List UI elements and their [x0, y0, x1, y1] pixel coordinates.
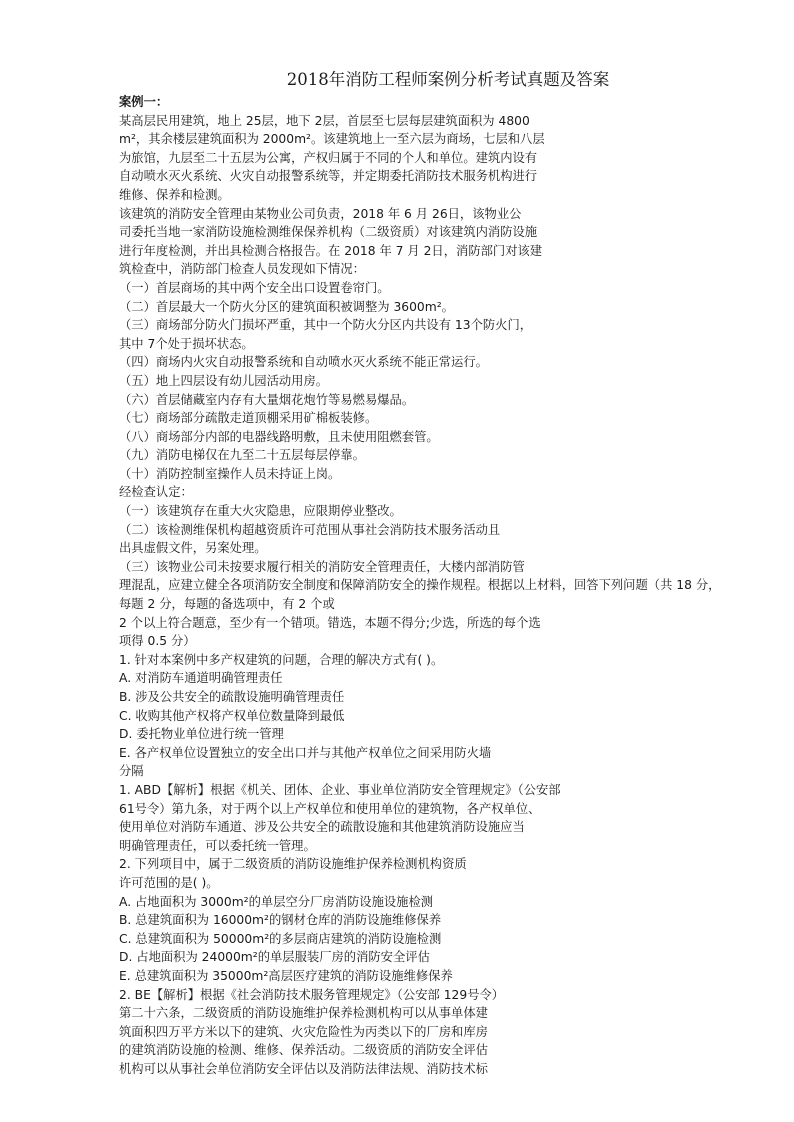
text-line: （四）商场内火灾自动报警系统和自动喷水灭火系统不能正常运行。 [119, 355, 488, 370]
text-line: （七）商场部分疏散走道顶棚采用矿棉板装修。 [119, 411, 378, 426]
case-heading: 案例一： [119, 95, 169, 109]
text-line: E. 总建筑面积为 35000m²高层医疗建筑的消防设施维修保养 [119, 968, 453, 983]
text-line: （八）商场部分内部的电器线路明敷，且未使用阻燃套管。 [119, 429, 439, 444]
text-line: C. 收购其他产权将产权单位数量降到最低 [119, 708, 345, 723]
text-line: 2. BE【解析】根据《社会消防技术服务管理规定》（公安部 129号令） [119, 987, 505, 1002]
text-line: 1. 针对本案例中多产权建筑的问题，合理的解决方式有( )。 [119, 652, 444, 667]
text-line: （九）消防电梯仅在九至二十五层每层停靠。 [119, 448, 365, 463]
text-line: 机构可以从事社会单位消防安全评估以及消防法律法规、消防技术标 [119, 1061, 488, 1076]
text-line: 其中 7个处于损坏状态。 [119, 336, 254, 351]
text-line: 筑面积四万平方米以下的建筑、火灾危险性为丙类以下的厂房和库房 [119, 1024, 488, 1039]
text-line: E. 各产权单位设置独立的安全出口并与其他产权单位之间采用防火墙 [119, 745, 492, 760]
text-line: （六）首层储藏室内存有大量烟花炮竹等易燃易爆品。 [119, 392, 415, 407]
text-line: 出具虚假文件，另案处理。 [119, 541, 267, 556]
text-line: 的建筑消防设施的检测、维修、保养活动。二级资质的消防安全评估 [119, 1043, 488, 1058]
text-line: 进行年度检测，并出具检测合格报告。在 2018 年 7 月 2日，消防部门对该建 [119, 243, 543, 258]
text-line: 自动喷水灭火系统、火灾自动报警系统等，并定期委托消防技术服务机构进行 [119, 169, 538, 184]
text-line: 理混乱，应建立健全各项消防安全制度和保障消防安全的操作规程。根据以上材料，回答下列问题（共 18 分， [119, 578, 721, 593]
text-line: 司委托当地一家消防设施检测维保保养机构（二级资质）对该建筑内消防设施 [119, 225, 538, 240]
document-body [119, 93, 791, 1078]
text-line: 筑检查中，消防部门检查人员发现如下情况： [119, 262, 365, 277]
text-line: 明确管理责任，可以委托统一管理。 [119, 838, 316, 853]
text-line: B. 涉及公共安全的疏散设施明确管理责任 [119, 690, 345, 704]
text-line: 2. 下列项目中，属于二级资质的消防设施维护保养检测机构资质 [119, 857, 467, 872]
text-line: A. 对消防车通道明确管理责任 [119, 671, 283, 686]
text-line: 每题 2 分，每题的备选项中，有 2 个或 [119, 597, 335, 612]
text-line: 分隔 [119, 764, 144, 779]
text-line: 项得 0.5 分） [119, 634, 196, 649]
text-line: 经检查认定： [119, 485, 193, 500]
document-title: 2018年消防工程师案例分析考试真题及答案 [286, 70, 610, 89]
text-line: D. 占地面积为 24000m²的单层服装厂房的消防安全评估 [119, 950, 430, 965]
text-line: 1. ABD【解析】根据《机关、团体、企业、事业单位消防安全管理规定》（公安部 [119, 782, 561, 797]
text-line: （二）首层最大一个防火分区的建筑面积被调整为 3600m²。 [119, 299, 454, 314]
text-line: （一）首层商场的其中两个安全出口设置卷帘门。 [119, 280, 390, 295]
text-line: 该建筑的消防安全管理由某物业公司负责，2018 年 6 月 26日，该物业公 [119, 206, 522, 221]
text-line: 许可范围的是( )。 [119, 875, 219, 890]
text-line: D. 委托物业单位进行统一管理 [119, 727, 284, 742]
text-line: 第二十六条，二级资质的消防设施维护保养检测机构可以从事单体建 [119, 1006, 488, 1021]
text-line: （二）该检测维保机构超越资质许可范围从事社会消防技术服务活动且 [119, 522, 501, 537]
text-line: （三）该物业公司未按要求履行相关的消防安全管理责任，大楼内部消防管 [119, 559, 525, 574]
text-line: （五）地上四层设有幼儿园活动用房。 [119, 373, 329, 388]
text-line: 为旅馆，九层至二十五层为公寓，产权归属于不同的个人和单位。建筑内设有 [119, 150, 538, 165]
text-line: 使用单位对消防车通道、涉及公共安全的疏散设施和其他建筑消防设施应当 [119, 820, 525, 835]
text-line: A. 占地面积为 3000m²的单层空分厂房消防设施设施检测 [119, 894, 434, 909]
text-line: （三）商场部分防火门损坏严重，其中一个防火分区内共设有 13个防火门， [119, 318, 533, 333]
text-line: m²，其余楼层建筑面积为 2000m²。该建筑地上一至六层为商场，七层和八层 [119, 132, 545, 147]
text-line: 2 个以上符合题意，至少有一个错项。错选，本题不得分;少选，所选的每个选 [119, 615, 541, 630]
text-line: C. 总建筑面积为 50000m²的多层商店建筑的消防设施检测 [119, 931, 442, 946]
text-line: 61号令）第九条，对于两个以上产权单位和使用单位的建筑物，各产权单位、 [119, 801, 541, 816]
text-line: B. 总建筑面积为 16000m²的钢材仓库的消防设施维修保养 [119, 913, 442, 928]
text-line: 某高层民用建筑，地上 25层，地下 2层，首层至七层每层建筑面积为 4800 [119, 113, 530, 128]
text-line: 维修、保养和检测。 [119, 187, 230, 202]
text-line: （一）该建筑存在重大火灾隐患，应限期停业整改。 [119, 504, 402, 519]
text-line: （十）消防控制室操作人员未持证上岗。 [119, 466, 341, 481]
